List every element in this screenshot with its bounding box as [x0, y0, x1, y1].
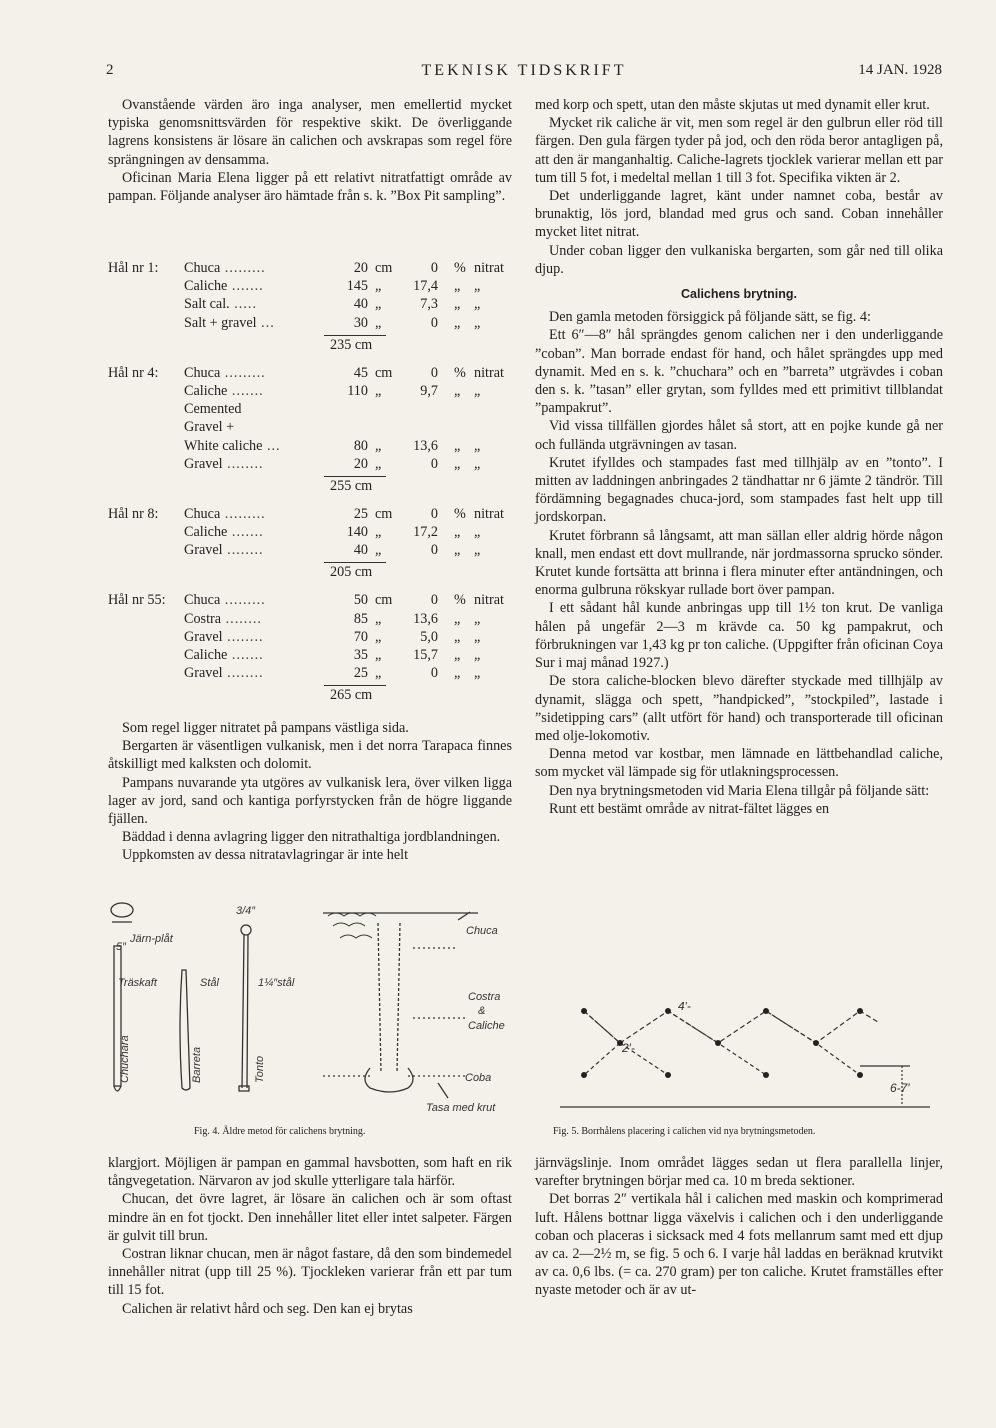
- nitrate-percent: 0: [430, 364, 438, 381]
- nitrate-label: „: [474, 278, 481, 295]
- percent-sign: „: [454, 665, 461, 682]
- layer-name: Caliche: [184, 524, 228, 541]
- layer-cell: [184, 277, 264, 295]
- layer-name: Cemented: [184, 401, 242, 418]
- paragraph: Runt ett bestämt område av nitrat-fältet lägges en: [549, 800, 830, 817]
- table-row: [108, 314, 528, 332]
- nitrate-percent: 17,2: [413, 524, 438, 541]
- layer-cell: [184, 364, 266, 382]
- nitrate-label: nitrat: [474, 592, 504, 609]
- right-column-top: [535, 96, 943, 818]
- label-chuca: Chuca: [466, 925, 498, 937]
- paragraph: med korp och spett, utan den måste skjutas ut med dynamit eller krut.: [535, 97, 930, 113]
- nitrate-percent: 0: [430, 455, 438, 472]
- section-heading: Calichens brytning.: [681, 287, 797, 302]
- depth-unit: cm: [375, 592, 393, 609]
- depth-unit: „: [375, 610, 382, 627]
- percent-sign: „: [454, 610, 461, 627]
- label-wood: Träskaft: [118, 977, 157, 989]
- sum-rule: [324, 562, 386, 563]
- dot-leader: .........: [220, 505, 266, 522]
- layer-cell: [184, 314, 275, 332]
- percent-sign: „: [454, 314, 461, 331]
- nitrate-label: nitrat: [474, 260, 504, 276]
- paragraph: Oficinan Maria Elena ligger på ett relativt nitratfattigt område av pampan. Följande analyser äro hämtade från s. k. ”Box Pit sampling”.: [108, 169, 512, 205]
- page-header: [106, 62, 942, 84]
- depth-value: 85: [353, 610, 368, 627]
- label-costra: Costra: [468, 991, 501, 1003]
- layer-cell: [184, 259, 266, 277]
- hole-label: Hål nr 55:: [108, 592, 166, 609]
- table-row: [108, 523, 528, 541]
- paragraph: Mycket rik caliche är vit, men som regel är den gulbrun eller röd till färgen. Den gula färgen tyder på jod, och den röda beror antagligen på, att den är manganhaltig. Caliche-lagrets tjocklek varierar mellan ett par tum till 5 fot, i medeltal mellan 1 till 3 fot. Specifika vikten är 2.: [535, 115, 943, 186]
- depth-unit: „: [375, 665, 382, 682]
- nitrate-label: „: [474, 296, 481, 313]
- layer-name: Gravel: [184, 665, 223, 682]
- label-spacing: 4′-: [678, 1002, 691, 1013]
- nitrate-percent: 0: [430, 260, 438, 276]
- percent-sign: „: [454, 647, 461, 663]
- nitrate-label: nitrat: [474, 364, 504, 381]
- nitrate-label: „: [474, 455, 481, 472]
- nitrate-percent: 5,0: [420, 628, 438, 645]
- table-row: [108, 418, 528, 436]
- label-diagonal: 2′-: [622, 1041, 635, 1055]
- nitrate-label: „: [474, 665, 481, 682]
- layer-cell: [184, 646, 264, 664]
- table-row: [108, 400, 528, 418]
- nitrate-label: „: [474, 382, 481, 399]
- depth-unit: „: [375, 647, 382, 663]
- label-tasa: Tasa med krut: [426, 1102, 496, 1114]
- percent-sign: „: [454, 455, 461, 472]
- issue-date: 14 JAN. 1928: [858, 62, 942, 78]
- left-column-bottom: [108, 1154, 512, 1318]
- paragraph: Ett 6″—8″ hål sprängdes genom calichen ner i den underliggande ”coban”. Man borrade endast för hand, och hålet sprängdes upp med dynamit. Med en s. k. ”chuchara” och en ”barreta” utgrävdes i coban den s. k. ”tasan” eller grytan, som fylldes med ett primitivt tillblandat ”pampakrut”.: [535, 327, 943, 417]
- table-row: [108, 295, 528, 313]
- layer-name: Costra: [184, 610, 222, 627]
- nitrate-percent: 15,7: [413, 647, 438, 663]
- paragraph: Den gamla metoden försiggick på följande sätt, se fig. 4:: [549, 309, 871, 326]
- depth-value: 25: [353, 505, 368, 522]
- depth-value: 70: [353, 628, 368, 645]
- depth-value: 25: [353, 665, 368, 682]
- paragraph: Den nya brytningsmetoden vid Maria Elena tillgår på följande sätt:: [549, 782, 930, 799]
- percent-sign: „: [454, 542, 461, 559]
- depth-value: 35: [353, 647, 368, 663]
- paragraph: Som regel ligger nitratet på pampans västliga sida.: [122, 720, 409, 736]
- table-row: [108, 610, 528, 628]
- layer-cell: [184, 541, 264, 559]
- nitrate-percent: 0: [430, 314, 438, 331]
- percent-sign: „: [454, 296, 461, 313]
- nitrate-percent: 13,6: [413, 437, 438, 454]
- layer-name: Chuca: [184, 260, 221, 276]
- layer-name: Gravel: [184, 455, 223, 472]
- paragraph: Krutet ifylldes och stampades fast med tillhjälp av en ”tonto”. I mitten av laddningen anbringades 2 tändhattar nr 6 jämte 2 tändrör. Till fördämning begagnades chuca-jord, som stampades fast helt upp till jordskorpan.: [535, 454, 943, 526]
- layer-name: Caliche: [184, 278, 228, 295]
- left-column-top: [108, 96, 512, 205]
- table-row: [108, 382, 528, 400]
- depth-unit: „: [375, 314, 382, 331]
- total-depth: 255 cm: [330, 477, 373, 494]
- hole-total: [108, 559, 528, 585]
- nitrate-label: „: [474, 524, 481, 541]
- layer-name: Salt + gravel: [184, 314, 257, 331]
- percent-sign: „: [454, 524, 461, 541]
- depth-unit: „: [375, 382, 382, 399]
- percent-sign: %: [454, 260, 466, 276]
- dot-leader: ...: [262, 437, 281, 454]
- layer-cell: [184, 295, 257, 313]
- hole-label: Hål nr 4:: [108, 364, 159, 381]
- layer-cell: [184, 591, 266, 609]
- label-chuchara: Chuchara: [119, 1035, 131, 1083]
- total-depth: 205 cm: [330, 564, 373, 581]
- hole-total: [108, 332, 528, 358]
- layer-cell: [184, 610, 262, 628]
- paragraph: Det borras 2″ vertikala hål i calichen med maskin och komprimerad luft. Hålens bottnar ligga växelvis i calichen och i den underliggande coban och placeras i sicksack med 4 fots mellanrum samt med ett djup av ca. 2—2½ m, se fig. 5 och 6. I varje hål laddas en beräknad krutvikt av ca. 0,6 lbs. (= ca. 270 gram) per ton caliche. Krutet framställes efter nyaste metoder och är av ut-: [535, 1191, 943, 1299]
- hole-block: [108, 364, 528, 505]
- dot-leader: .....: [229, 296, 257, 313]
- depth-value: 80: [353, 437, 368, 454]
- hole-total: [108, 473, 528, 499]
- percent-sign: %: [454, 592, 466, 609]
- page-number: 2: [106, 62, 114, 78]
- paragraph: Costran liknar chucan, men är något fastare, då den som bindemedel innehåller nitrat (upp till 25 %). Tjockleken varierar från ett par tum till 15 fot.: [108, 1246, 512, 1299]
- nitrate-label: nitrat: [474, 505, 504, 522]
- nitrate-percent: 0: [430, 505, 438, 522]
- layer-name: White caliche: [184, 437, 263, 454]
- label-steel: Stål: [200, 977, 219, 989]
- nitrate-label: „: [474, 610, 481, 627]
- total-depth: 265 cm: [330, 687, 373, 704]
- table-row: [108, 591, 528, 609]
- dot-leader: .......: [227, 647, 264, 663]
- paragraph: De stora caliche-blocken blevo därefter styckade med tillhjälp av dynamit, slägga och spett, ”handpicked”, ”stockpiled”, lastade i ”sidetipping cars” (allt utfört för hand) och transporterade till oficinan med olje-lokomotiv.: [535, 673, 943, 744]
- layer-name: Gravel +: [184, 419, 235, 436]
- table-row: [108, 277, 528, 295]
- table-row: [108, 505, 528, 523]
- layer-cell: [184, 382, 264, 400]
- percent-sign: „: [454, 628, 461, 645]
- nitrate-label: „: [474, 628, 481, 645]
- nitrate-label: „: [474, 437, 481, 454]
- hole-block: [108, 505, 528, 592]
- depth-unit: „: [375, 278, 382, 295]
- depth-value: 20: [353, 260, 368, 276]
- nitrate-percent: 9,7: [420, 382, 438, 399]
- layer-cell: [184, 505, 266, 523]
- total-depth: 235 cm: [330, 336, 373, 353]
- sum-rule: [324, 335, 386, 336]
- dot-leader: ........: [221, 610, 262, 627]
- depth-unit: „: [375, 628, 382, 645]
- figure-5-caption: Fig. 5. Borrhålens placering i calichen vid nya brytningsmetoden.: [553, 1126, 816, 1137]
- borehole-section: [323, 912, 478, 1098]
- table-row: [108, 628, 528, 646]
- depth-value: 30: [353, 314, 368, 331]
- percent-sign: %: [454, 364, 466, 381]
- percent-sign: „: [454, 437, 461, 454]
- depth-value: 45: [353, 364, 368, 381]
- percent-sign: %: [454, 505, 466, 522]
- table-row: [108, 455, 528, 473]
- layer-name: Chuca: [184, 592, 221, 609]
- hole-label: Hål nr 1:: [108, 260, 159, 276]
- paragraph: Uppkomsten av dessa nitratavlagringar är inte helt: [122, 847, 409, 864]
- hole-total: [108, 682, 528, 708]
- left-column-middle: [108, 719, 512, 865]
- depth-value: 140: [346, 524, 368, 541]
- paragraph: klargjort. Möjligen är pampan en gammal havsbotten, som haft en rik tångvegetation. Närvaron av jod skulle ytterligare tala härför.: [108, 1155, 512, 1190]
- paragraph: Det underliggande lagret, känt under namnet coba, består av brunaktig, lös jord, blandad med grus och sand. Coban innehåller mycket litet nitrat.: [535, 188, 943, 241]
- label-amp: &: [478, 1005, 486, 1017]
- paragraph: Krutet förbrann så långsamt, att man sällan eller aldrig hörde någon knall, men endast ett dovt mullrande, när jordmassorna sprucko sönder. Krutet kunde fortsätta att brinna i flera minuter efter antändningen, och enorma gulbruna rökskyar rullade bort över pampan.: [535, 527, 943, 599]
- table-row: [108, 646, 528, 664]
- box-pit-analysis-table: [108, 259, 528, 708]
- dot-leader: ........: [222, 455, 264, 472]
- table-row: [108, 664, 528, 682]
- label-depth: 6-7′: [890, 1081, 910, 1095]
- dot-leader: .......: [227, 382, 264, 399]
- depth-value: 40: [353, 542, 368, 559]
- dot-leader: .......: [227, 524, 264, 541]
- paragraph: I ett sådant hål kunde anbringas upp till 1½ ton krut. De vanliga hålen på ungefär 2—3 m krävde ca. 50 kg pampakrut, och förbrukningen var 1,43 kg pr ton caliche. (Uppgifter från oficinan Coya Sur i maj månad 1927.): [535, 600, 943, 672]
- layer-cell: [184, 437, 281, 455]
- label-caliche: Caliche: [468, 1020, 505, 1032]
- layer-name: Gravel: [184, 628, 223, 645]
- dot-leader: ........: [222, 542, 264, 559]
- depth-unit: „: [375, 437, 382, 454]
- layer-name: Chuca: [184, 505, 221, 522]
- dot-leader: .........: [220, 260, 266, 276]
- depth-value: 50: [353, 592, 368, 609]
- paragraph: Denna metod var kostbar, men lämnade en lättbehandlad caliche, som mycket väl lämpade sig för utlakningsprocessen.: [535, 746, 943, 781]
- dot-leader: ...: [256, 314, 275, 331]
- dot-leader: .........: [220, 592, 266, 609]
- depth-value: 20: [353, 455, 368, 472]
- nitrate-percent: 17,4: [413, 278, 438, 295]
- hole-label: Hål nr 8:: [108, 505, 159, 522]
- nitrate-label: „: [474, 542, 481, 559]
- depth-value: 40: [353, 296, 368, 313]
- paragraph: Bäddad i denna avlagring ligger den nitrathaltiga jordblandningen.: [122, 829, 501, 846]
- layer-name: Caliche: [184, 382, 228, 399]
- dot-leader: ........: [222, 628, 264, 645]
- depth-unit: „: [375, 524, 382, 541]
- paragraph: Under coban ligger den vulkaniska bergarten, som går ned till olika djup.: [535, 242, 943, 277]
- percent-sign: „: [454, 278, 461, 295]
- layer-name: Chuca: [184, 364, 221, 381]
- layer-name: Caliche: [184, 647, 228, 663]
- nitrate-percent: 0: [430, 665, 438, 682]
- dot-leader: ........: [222, 665, 264, 682]
- sum-rule: [324, 685, 386, 686]
- sum-rule: [324, 476, 386, 477]
- paragraph: Chucan, det övre lagret, är lösare än calichen och är som oftast mindre än en fot tjockt. Den innehåller litet eller intet salpeter. Färgen är gulvit till brun.: [108, 1191, 512, 1244]
- layer-cell: [184, 664, 264, 682]
- label-size-b: 3/4″: [236, 905, 256, 917]
- depth-value: 110: [347, 382, 368, 399]
- nitrate-label: „: [474, 314, 481, 331]
- nitrate-percent: 13,6: [413, 610, 438, 627]
- paragraph: Calichen är relativt hård och seg. Den kan ej brytas: [122, 1300, 413, 1317]
- label-coba: Coba: [465, 1072, 492, 1084]
- paragraph: Ovanstående värden äro inga analyser, men emellertid mycket typiska genomsnittsvärden för respektive skikt. De överliggande lagrens konsistens är lösare än calichen och avskrapas som regel före sprängningen av densamma.: [108, 97, 512, 168]
- layer-name: Gravel: [184, 542, 223, 559]
- nitrate-percent: 7,3: [420, 296, 438, 313]
- label-steel2: 1¼″stål: [258, 977, 295, 989]
- label-barreta: Barreta: [191, 1046, 203, 1083]
- depth-unit: „: [375, 455, 382, 472]
- dot-leader: .......: [227, 278, 264, 295]
- depth-value: 145: [346, 278, 368, 295]
- label-plate: Järn-plåt: [130, 933, 173, 945]
- hole-block: [108, 259, 528, 364]
- journal-title: TEKNISK TIDSKRIFT: [421, 62, 627, 79]
- depth-unit: cm: [375, 505, 393, 522]
- layer-name: Salt cal.: [184, 296, 230, 313]
- right-column-bottom: [535, 1154, 943, 1300]
- nitrate-label: „: [474, 647, 481, 663]
- depth-unit: „: [375, 296, 382, 313]
- paragraph: Bergarten är väsentligen vulkanisk, men i det norra Tarapaca finnes åtskilligt med kalksten och dolomit.: [108, 738, 512, 773]
- paragraph: Pampans nuvarande yta utgöres av vulkanisk lera, över vilken ligga lager av jord, sand och kantiga porfyrstycken från de högre liggande fjällen.: [108, 774, 512, 828]
- layer-cell: [184, 418, 234, 436]
- tonto-tool: [239, 925, 251, 1091]
- layer-cell: [184, 400, 242, 418]
- barreta-tool: [180, 970, 190, 1090]
- depth-unit: cm: [375, 260, 393, 276]
- paragraph: Vid vissa tillfällen gjordes hålet så stort, att en pojke kunde gå ner och fullända utgrävningen av tasan.: [535, 418, 943, 453]
- nitrate-percent: 0: [430, 592, 438, 609]
- percent-sign: „: [454, 382, 461, 399]
- dot-leader: .........: [220, 364, 266, 381]
- layer-cell: [184, 455, 264, 473]
- figure-5-hole-pattern: [560, 1002, 940, 1120]
- paragraph: järnvägslinje. Inom området lägges sedan ut flera parallella linjer, varefter brytningen börjar med ca. 10 m breda sektioner.: [535, 1155, 943, 1190]
- table-row: [108, 364, 528, 382]
- table-row: [108, 437, 528, 455]
- depth-unit: „: [375, 542, 382, 559]
- label-size-a: 5″: [116, 941, 127, 953]
- nitrate-percent: 0: [430, 542, 438, 559]
- hole-block: [108, 591, 528, 708]
- table-row: [108, 259, 528, 277]
- layer-cell: [184, 628, 264, 646]
- label-tonto: Tonto: [254, 1055, 266, 1083]
- depth-unit: cm: [375, 364, 393, 381]
- layer-cell: [184, 523, 264, 541]
- figure-4-drilling-tools: [108, 898, 528, 1120]
- figure-4-caption: Fig. 4. Äldre metod för calichens brytning.: [194, 1126, 366, 1137]
- table-row: [108, 541, 528, 559]
